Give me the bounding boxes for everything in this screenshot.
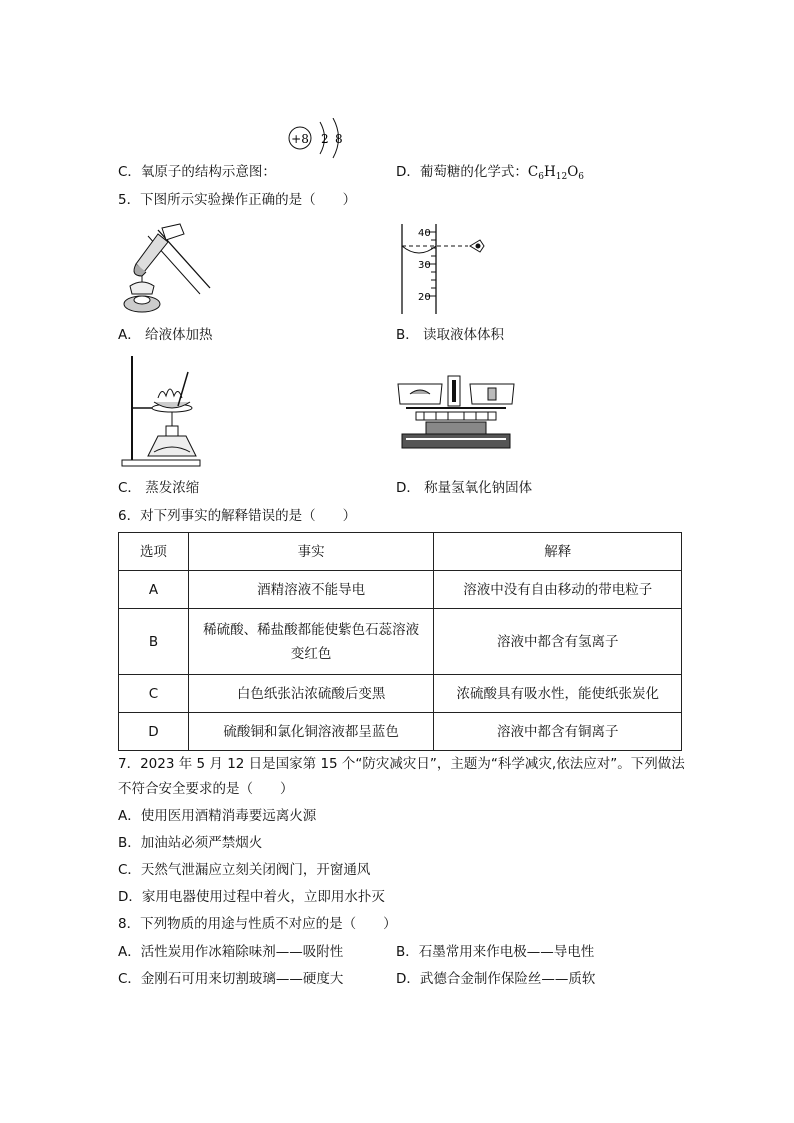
header-fact: 事实 — [188, 533, 434, 571]
row-fact: 稀硫酸、稀盐酸都能使紫色石蕊溶液变红色 — [188, 609, 434, 675]
tick-label-20: 20 — [418, 292, 431, 303]
row-option: C — [119, 675, 189, 713]
q7-stem-line1: 7．2023 年 5 月 12 日是国家第 15 个“防灾减灾日”，主题为“科学减灾,依法应对”。下列做法 — [118, 756, 685, 772]
tick-label-40: 40 — [418, 228, 431, 239]
q6-table — [118, 532, 682, 751]
q5-option-b: B． 读取液体体积 — [396, 327, 505, 343]
atom-nucleus-label: +8 — [291, 132, 309, 146]
table-row — [119, 675, 682, 713]
q8-stem: 8．下列物质的用途与性质不对应的是（ ） — [118, 916, 397, 932]
q5-option-c: C． 蒸发浓缩 — [118, 480, 200, 496]
q4-option-c: C．氧原子的结构示意图： — [118, 164, 276, 180]
oxygen-atom-structure-diagram — [280, 118, 360, 162]
q4-option-d-prefix: D．葡萄糖的化学式： — [396, 164, 528, 180]
q7-option-c: C．天然气泄漏应立刻关闭阀门，开窗通风 — [118, 862, 371, 878]
balance-figure — [396, 372, 516, 452]
header-option: 选项 — [119, 533, 189, 571]
q4-option-d — [396, 162, 584, 182]
table-row — [119, 571, 682, 609]
formula-h-count: 12 — [555, 172, 568, 182]
q7-option-d: D．家用电器使用过程中着火，立即用水扑灭 — [118, 889, 385, 905]
formula-h: H — [543, 164, 556, 180]
formula-c: C — [527, 164, 539, 180]
q7-stem-line2: 不符合安全要求的是（ ） — [118, 781, 294, 797]
q5-stem: 5．下图所示实验操作正确的是（ ） — [118, 192, 357, 208]
glucose-formula — [528, 164, 584, 180]
atom-shell1-label: 2 — [321, 132, 329, 146]
row-explanation: 溶液中都含有铜离子 — [434, 713, 682, 751]
table-row — [119, 713, 682, 751]
row-option: A — [119, 571, 189, 609]
table-header-row — [119, 533, 682, 571]
row-explanation: 溶液中都含有氢离子 — [434, 609, 682, 675]
formula-o: O — [567, 164, 579, 180]
row-fact: 白色纸张沾浓硫酸后变黑 — [188, 675, 434, 713]
q8-option-a: A．活性炭用作冰箱除味剂——吸附性 — [118, 944, 344, 960]
table-row — [119, 609, 682, 675]
read-volume-figure — [396, 222, 496, 318]
row-explanation: 溶液中没有自由移动的带电粒子 — [434, 571, 682, 609]
row-fact: 酒精溶液不能导电 — [188, 571, 434, 609]
row-fact: 硫酸铜和氯化铜溶液都呈蓝色 — [188, 713, 434, 751]
atom-shell2-label: 8 — [335, 132, 343, 146]
q7-option-a: A．使用医用酒精消毒要远离火源 — [118, 808, 317, 824]
q7-option-b: B．加油站必须严禁烟火 — [118, 835, 263, 851]
q5-option-d: D． 称量氢氧化钠固体 — [396, 480, 533, 496]
evaporation-figure — [118, 352, 208, 470]
q5-option-a: A． 给液体加热 — [118, 327, 213, 343]
row-explanation: 浓硫酸具有吸水性，能使纸张炭化 — [434, 675, 682, 713]
q8-option-c: C．金刚石可用来切割玻璃——硬度大 — [118, 971, 344, 987]
q8-option-b: B．石墨常用来作电极——导电性 — [396, 944, 595, 960]
q6-stem: 6．对下列事实的解释错误的是（ ） — [118, 508, 357, 524]
heating-liquid-figure — [118, 222, 218, 318]
row-option: D — [119, 713, 189, 751]
formula-o-count: 6 — [578, 172, 585, 182]
q8-option-d: D．武德合金制作保险丝——质软 — [396, 971, 596, 987]
header-explanation: 解释 — [434, 533, 682, 571]
row-option: B — [119, 609, 189, 675]
formula-c-count: 6 — [538, 172, 544, 182]
tick-label-30: 30 — [418, 260, 431, 271]
